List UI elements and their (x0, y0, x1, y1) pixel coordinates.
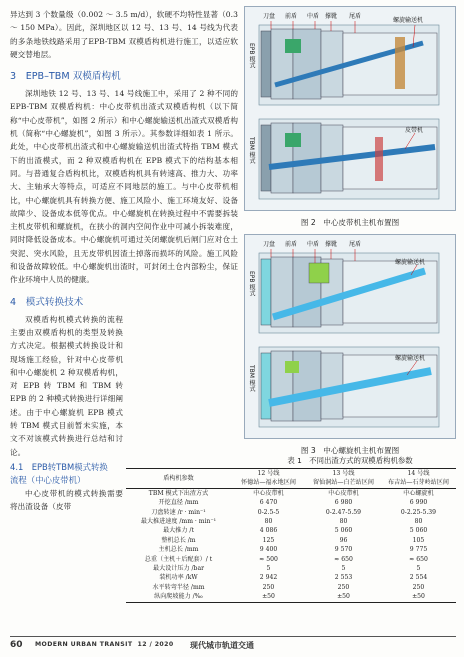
table-header-line: 13 号线 (306, 469, 381, 479)
table-cell-value: 125 (262, 536, 275, 544)
table-cell-value: 6 980 (334, 499, 353, 507)
table-header-section: 怀德站—福永地区间 (231, 478, 306, 488)
page-footer (10, 640, 456, 652)
table-cell-value: 0-2.25-5.39 (400, 508, 437, 516)
label-epb-mode: EPB 模式 (248, 43, 255, 69)
label-screw-conveyor: 螺旋输送机 (393, 17, 424, 24)
label-belt-conveyor: 皮带机 (405, 127, 424, 134)
table-row (126, 545, 456, 554)
table-row (126, 592, 456, 602)
subsection-heading-4-1-line2: 流程（中心皮带机） (10, 474, 86, 485)
label-screw-conveyor-tbm: 螺旋输送机 (395, 355, 426, 362)
table-cell-value: 250 (337, 583, 350, 591)
table-row (126, 555, 456, 564)
table-cell-value: 5 060 (409, 527, 428, 535)
label-tail-shield: 尾盾 (349, 241, 362, 248)
table-cell-param: 刀盘转速 /r · min⁻¹ (151, 508, 206, 516)
table-cell-param: 总重（主机＋后配套）/ t (144, 555, 213, 563)
figure-3-diagram (244, 234, 456, 439)
table-cell-value: 6 990 (409, 499, 428, 507)
table-cell-value: ±50 (231, 592, 306, 602)
table-cell-param: 纵向爬坡能力 /‰ (126, 592, 231, 602)
table-header-param: 盾构机参数 (126, 469, 231, 489)
table-row (126, 526, 456, 535)
table-cell-param: 主机总长 /mm (158, 546, 199, 554)
table-header-line: 14 号线 (381, 469, 456, 479)
label-front-shield: 前盾 (285, 13, 298, 20)
table-cell-value: 中心螺旋机 (403, 489, 434, 497)
table-header-line: 12 号线 (231, 469, 306, 479)
table-cell-value: 80 (414, 518, 423, 526)
table-cell-value: 中心皮带机 (253, 489, 284, 497)
label-middle-shield: 中盾 (307, 241, 320, 248)
label-middle-shield: 中盾 (307, 13, 320, 20)
table-cell-value: 2 554 (409, 574, 428, 582)
table-cell-param: 最大推力 /t (163, 527, 194, 535)
table-cell-value: 6 470 (259, 499, 278, 507)
table-cell-value: ±50 (381, 592, 456, 602)
label-gripper: 撑靴 (325, 241, 338, 248)
section-heading-4: 4 模式转换技术 (10, 296, 84, 308)
figure-2-caption: 图 2 中心皮带机主机布置图 (300, 218, 400, 227)
figure-3-caption: 图 3 中心螺旋机主机布置图 (300, 446, 400, 455)
paragraph-intro: 异达到 3 个数量级（0.002 ～ 3.5 m/d），软硬不均特性显著（0.3 ～ 150 MPa）。因此，深圳地区以 12 号、13 号、14 号线为代表的多条地铁线路采用了EPB-TBM 双模盾构机进行施工，以适应软硬交替地层。 (10, 10, 238, 59)
table-row (126, 508, 456, 517)
label-tbm-mode: TBM 模式 (248, 365, 255, 392)
issue-number: 12 / 2020 (137, 641, 174, 648)
table-cell-param: 水平转弯半径 /mm (152, 583, 205, 591)
label-screw-conveyor: 螺旋输送机 (395, 259, 426, 266)
table-cell-value: ≈ 500 (259, 555, 278, 563)
paragraph-section-4: 双模盾构机模式转换的流程主要由双模盾构机的类型及转换方式决定。根据模式转换设计和现场施工经验，针对中心皮带机和中心螺旋机 2 种双模盾构机，对 EPB 转 TBM 和 TBM 转 EPB 的 2 种模式转换进行详细阐述。由于中心螺旋机 EPB 模式转 TBM 模式目前暂未实施，本文不对该模式转换进行总结和讨论。 (10, 314, 123, 457)
table-cell-value: ≈ 650 (334, 555, 353, 563)
table-cell-value: 4 086 (259, 527, 278, 535)
label-epb-mode: EPB 模式 (248, 271, 255, 297)
table-cell-value: 96 (339, 536, 348, 544)
section-heading-3: 3 EPB–TBM 双模盾构机 (10, 71, 121, 83)
table-cell-value: 5 (266, 565, 271, 573)
table-row (126, 573, 456, 582)
table-cell-value: 2 553 (334, 574, 353, 582)
label-gripper: 撑靴 (325, 13, 338, 20)
table-row (126, 517, 456, 526)
table-1 (126, 468, 456, 603)
subsection-heading-4-1-line1: 4.1 EPB转TBM模式转换 (10, 461, 108, 472)
journal-name-en: MODERN URBAN TRANSIT 12 / 2020 (35, 641, 174, 648)
journal-name-cn: 现代城市轨道交通 (190, 641, 254, 650)
table-cell-value: ≈ 650 (409, 555, 428, 563)
figure-2-diagram (244, 6, 456, 211)
paragraph-section-4-1: 中心皮带机的模式转换需要将出渣设备（皮带 (10, 488, 123, 512)
label-cutterhead: 刀盘 (263, 13, 276, 20)
table-cell-value: 80 (264, 518, 273, 526)
table-cell-param: 最大设计压力 /bar (153, 565, 204, 573)
table-cell-param: 开挖直径 /mm (158, 499, 199, 507)
footer-rule (10, 636, 456, 637)
table-cell-value: 5 (416, 565, 421, 573)
table-cell-value: ±50 (306, 592, 381, 602)
figure-2-drawing (245, 7, 456, 211)
right-column (244, 6, 456, 462)
table-cell-value: 0-2.47-5.59 (325, 508, 362, 516)
table-row (126, 498, 456, 507)
table-cell-value: 5 060 (334, 527, 353, 535)
table-row (126, 564, 456, 573)
table-cell-param: TBM 模式下出渣方式 (148, 489, 209, 497)
table-cell-value: 250 (412, 583, 425, 591)
table-cell-value: 中心皮带机 (328, 489, 359, 497)
table-row (126, 488, 456, 498)
table-cell-value: 5 (341, 565, 346, 573)
table-header-section: 布吉站—石芽岭站区间 (381, 478, 456, 488)
table-1-title: 表 1 不同出渣方式的双模盾构机参数 (287, 456, 413, 465)
table-cell-value: 0-2.5-5 (257, 508, 280, 516)
label-tail-shield: 尾盾 (349, 13, 362, 20)
left-column (10, 8, 238, 514)
table-cell-value: 250 (262, 583, 275, 591)
label-cutterhead: 刀盘 (263, 241, 276, 248)
table-cell-param: 装机功率 /kW (159, 574, 198, 582)
table-cell-value: 9 570 (334, 546, 353, 554)
table-cell-value: 9 775 (409, 546, 428, 554)
table-cell-param: 整机总长 /m (161, 536, 196, 544)
table-row (126, 536, 456, 545)
table-row (126, 583, 456, 592)
table-cell-value: 2 942 (259, 574, 278, 582)
table-cell-value: 80 (339, 518, 348, 526)
table-header-section: 留仙洞站—白芒站区间 (306, 478, 381, 488)
table-cell-value: 105 (412, 536, 425, 544)
paragraph-section-3: 深圳地铁 12 号、13 号、14 号线施工中，采用了 2 种不同的 EPB-TBM 双模盾构机：中心皮带机出渣式双模盾构机（以下简称“中心皮带机”，如图 2 所示）和中心螺旋输送机出渣式双模盾构机（简称“中心螺旋机”，如图 3 所示）。其参数详细如表 1 所示。此处，中心皮带机出渣式和中心螺旋输送机出渣式特指 TBM 模式下的出渣模式，而 2 种双模盾构机在 EPB 模式下的结构基本相同。与普通复合盾构机比，双模盾构机具有转速高、推力大、功率大、主轴承大等特点，可适应不同地层的施工。与中心皮带机相比，中心螺旋机具有转换方便、施工风险小、施工环境友好、设备故障少、设备成本低等优点。中心螺旋机在转换过程中不需要拆装主机皮带机和螺旋机，在狭小的洞内空间作业中可减小拆装难度，同时降低设备成本。中心螺旋机可通过关闭螺旋机后闸门应对仓土突泥、突水风险，且无皮带机因渣土掉落而损坏的风险。施工风险和设备故障较低。中心螺旋机出渣时，可封闭土仓内部粉尘，保证作业环境中人员的健康。 (10, 89, 238, 285)
label-front-shield: 前盾 (285, 241, 298, 248)
table-cell-value: 9 400 (259, 546, 278, 554)
table-body (126, 488, 456, 602)
label-tbm-mode: TBM 模式 (248, 137, 255, 164)
page-number: 60 (10, 640, 23, 650)
table-cell-param: 最大推进速度 /mm · min⁻¹ (140, 518, 217, 526)
